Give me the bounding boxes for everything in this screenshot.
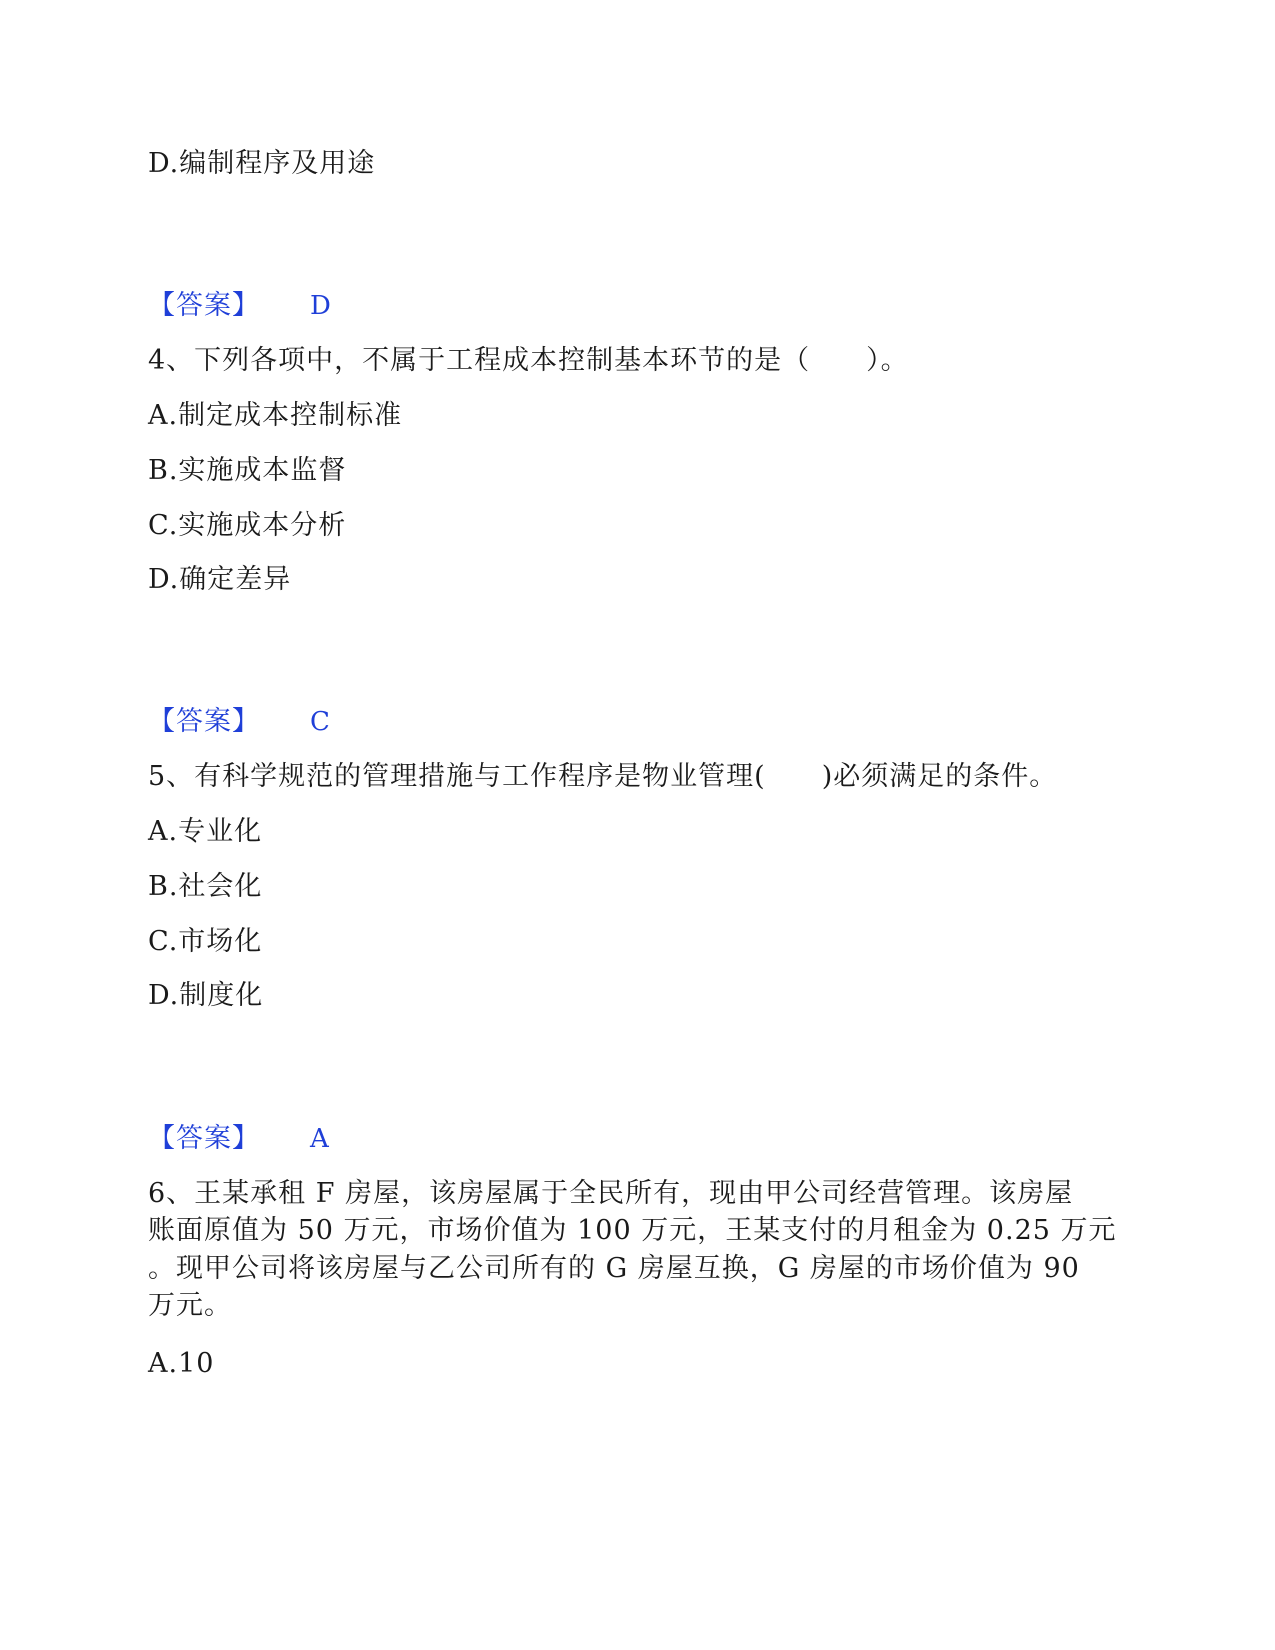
answer-value-q5: A [310,1124,329,1154]
question-4-option-a: A.制定成本控制标准 [148,400,403,431]
option-d-prev: D.编制程序及用途 [148,148,376,179]
answer-label-q4: 【答案】 [148,706,260,737]
question-4-option-d: D.确定差异 [148,564,292,595]
question-6-option-a: A.10 [148,1348,215,1379]
question-5-option-d: D.制度化 [148,980,264,1011]
question-4-option-b: B.实施成本监督 [148,455,347,486]
question-5-option-b: B.社会化 [148,871,263,902]
question-4-option-c: C.实施成本分析 [148,510,347,541]
question-5-option-c: C.市场化 [148,926,263,957]
answer-value-q4: C [310,707,330,737]
question-5-option-a: A.专业化 [148,816,263,847]
question-6-stem-line-3: 。现甲公司将该房屋与乙公司所有的 G 房屋互换，G 房屋的市场价值为 90 [148,1253,1080,1284]
question-4-stem: 4、下列各项中，不属于工程成本控制基本环节的是（ ）。 [148,345,909,376]
answer-label-prev: 【答案】 [148,290,260,321]
question-5-stem: 5、有科学规范的管理措施与工作程序是物业管理( )必须满足的条件。 [148,761,1058,792]
answer-label-q5: 【答案】 [148,1123,260,1154]
question-6-stem-line-2: 账面原值为 50 万元，市场价值为 100 万元，王某支付的月租金为 0.25 万元 [148,1215,1117,1246]
answer-value-prev: D [310,291,331,321]
question-6-stem-line-4: 万元。 [148,1290,232,1321]
question-6-stem-line-1: 6、王某承租 F 房屋，该房屋属于全民所有，现由甲公司经营管理。该房屋 [148,1178,1074,1209]
